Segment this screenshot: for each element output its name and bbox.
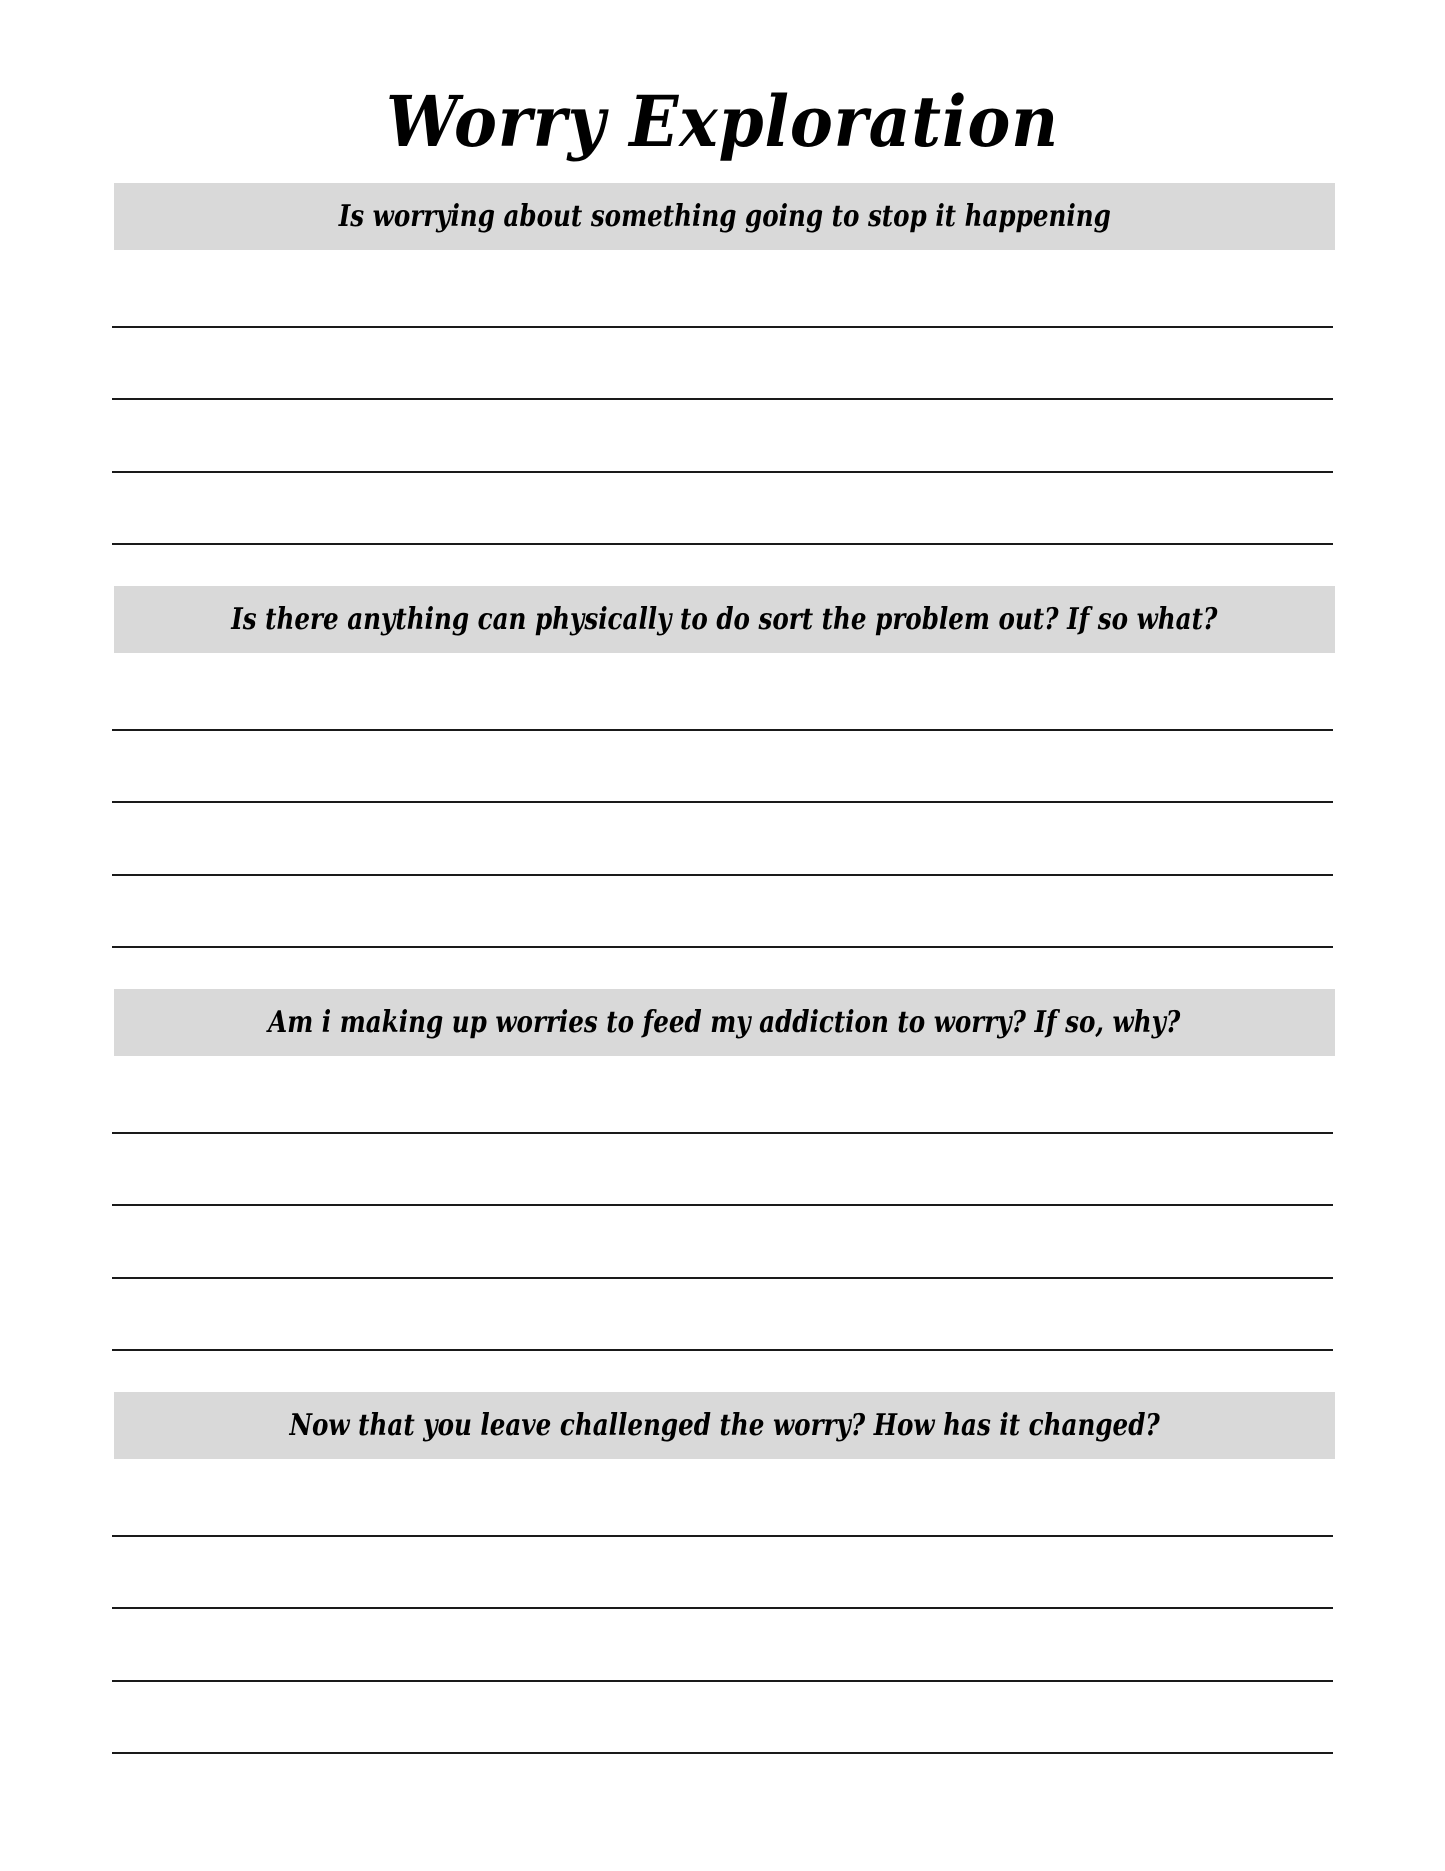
question-band: [114, 1392, 1335, 1459]
page-title: Worry Exploration: [386, 80, 1059, 163]
answer-line[interactable]: [112, 1277, 1333, 1279]
question-band: [114, 586, 1335, 653]
question-text: Am i making up worries to feed my addiction to worry? If so, why?: [268, 1005, 1181, 1040]
answer-line[interactable]: [112, 1204, 1333, 1206]
answer-line[interactable]: [112, 1752, 1333, 1754]
question-band: [114, 989, 1335, 1056]
answer-line[interactable]: [112, 1132, 1333, 1134]
answer-line[interactable]: [112, 801, 1333, 803]
question-text: Now that you leave challenged the worry? How has it changed?: [289, 1408, 1160, 1443]
answer-line[interactable]: [112, 471, 1333, 473]
answer-line[interactable]: [112, 1680, 1333, 1682]
question-text: Is there anything can physically to do sort the problem out? If so what?: [231, 602, 1218, 637]
answer-line[interactable]: [112, 874, 1333, 876]
question-text: Is worrying about something going to stop it happening: [338, 199, 1111, 234]
answer-line[interactable]: [112, 398, 1333, 400]
answer-line[interactable]: [112, 1349, 1333, 1351]
answer-line[interactable]: [112, 946, 1333, 948]
answer-line[interactable]: [112, 1535, 1333, 1537]
question-band: [114, 183, 1335, 250]
answer-line[interactable]: [112, 326, 1333, 328]
answer-line[interactable]: [112, 543, 1333, 545]
answer-line[interactable]: [112, 729, 1333, 731]
answer-line[interactable]: [112, 1607, 1333, 1609]
